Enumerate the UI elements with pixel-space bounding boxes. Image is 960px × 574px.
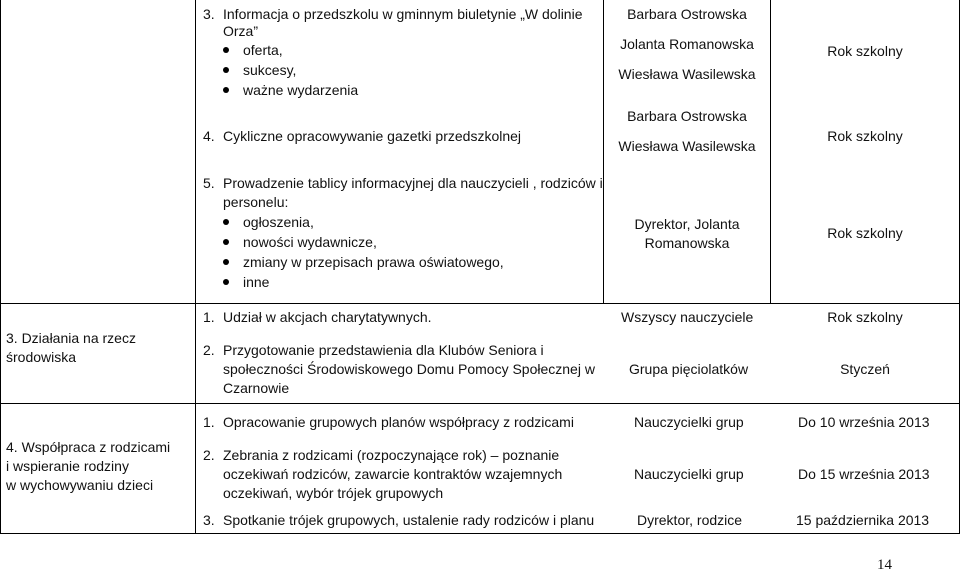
responsible-person: Barbara Ostrowska [627, 108, 747, 124]
bullet-item: inne [243, 274, 270, 290]
task-text: Opracowanie grupowych planów współpracy z rodzicami [223, 414, 574, 430]
task-text: Spotkanie trójek grupowych, ustalenie rady rodziców i planu [223, 512, 595, 528]
section-label: 3. Działania na rzecz [6, 330, 136, 346]
responsible-person: Nauczycielki grup [634, 414, 744, 430]
responsible-person: Wiesława Wasilewska [618, 66, 756, 82]
task-text-continued: oczekiwań rodziców, zawarcie kontraktów wzajemnych [223, 466, 563, 482]
bullet-item: sukcesy, [243, 62, 297, 78]
bullet-item: nowości wydawnicze, [243, 234, 377, 250]
term: Rok szkolny [827, 128, 903, 144]
section-label: 4. Współpraca z rodzicami [6, 439, 171, 455]
responsible-person: Barbara Ostrowska [627, 6, 747, 22]
row-divider [0, 403, 960, 404]
task-text: Cykliczne opracowywanie gazetki przedszkolnej [223, 128, 522, 144]
term: Rok szkolny [827, 43, 903, 59]
bullet-item: ważne wydarzenia [243, 82, 359, 98]
responsible-person: Jolanta Romanowska [620, 36, 754, 52]
section3-item-1 [203, 307, 432, 327]
task-number: 2. [203, 447, 215, 463]
responsible-person: Romanowska [644, 235, 730, 251]
bullet-item: oferta, [243, 42, 283, 58]
task-text-continued: społeczności Środowiskowego Domu Pomocy Społecznej w [223, 361, 595, 377]
term: Styczeń [840, 361, 890, 377]
section4-item-2 [203, 445, 559, 465]
task-text-continued: Orza” [223, 23, 258, 39]
task-text: Udział w akcjach charytatywnych. [223, 309, 432, 325]
term: Rok szkolny [827, 309, 903, 325]
term: Do 10 września 2013 [798, 414, 930, 430]
responsible-person: Wiesława Wasilewska [618, 138, 756, 154]
task-row-3 [203, 4, 582, 24]
task-text-continued: personelu: [223, 194, 289, 210]
term: Do 15 września 2013 [798, 466, 930, 482]
task-text: Przygotowanie przedstawienia dla Klubów Seniora i [223, 342, 544, 358]
task-text: Zebrania z rodzicami (rozpoczynające rok) – poznanie [223, 447, 560, 463]
bullet-item: ogłoszenia, [243, 214, 314, 230]
task-number: 3. [203, 6, 215, 22]
task-number: 1. [203, 309, 215, 325]
task-text: Informacja o przedszkolu w gminnym biuletynie „W dolinie [223, 6, 583, 22]
task-number: 2. [203, 342, 215, 358]
task-number: 4. [203, 128, 215, 144]
task-text-continued: oczekiwań, wybór trójek grupowych [223, 485, 444, 501]
page-number: 14 [877, 557, 892, 573]
section-label: w wychowywaniu dzieci [6, 477, 154, 493]
section4-item-3 [203, 510, 594, 530]
task-number: 5. [203, 175, 215, 191]
task-row-5 [203, 173, 603, 193]
task-text: Prowadzenie tablicy informacyjnej dla nauczycieli , rodziców i [223, 175, 603, 191]
responsible-person: Dyrektor, rodzice [637, 512, 743, 528]
section-label: środowiska [6, 349, 77, 365]
table-border-bottom [0, 533, 960, 534]
bullet-item: zmiany w przepisach prawa oświatowego, [243, 254, 504, 270]
task-text-continued: Czarnowie [223, 380, 290, 396]
section3-item-2 [203, 340, 544, 360]
task-row-4 [203, 126, 521, 146]
term: 15 października 2013 [796, 512, 930, 528]
responsible-person: Grupa pięciolatków [629, 361, 749, 377]
section-label: i wspieranie rodziny [6, 458, 129, 474]
responsible-person: Nauczycielki grup [634, 466, 744, 482]
task-number: 3. [203, 512, 215, 528]
task-number: 1. [203, 414, 215, 430]
section4-item-1 [203, 412, 574, 432]
responsible-person: Dyrektor, Jolanta [634, 216, 740, 232]
responsible-person: Wszyscy nauczyciele [621, 309, 754, 325]
row-divider [0, 303, 960, 304]
column-divider [195, 0, 196, 534]
table-border-left [0, 0, 1, 534]
term: Rok szkolny [827, 225, 903, 241]
